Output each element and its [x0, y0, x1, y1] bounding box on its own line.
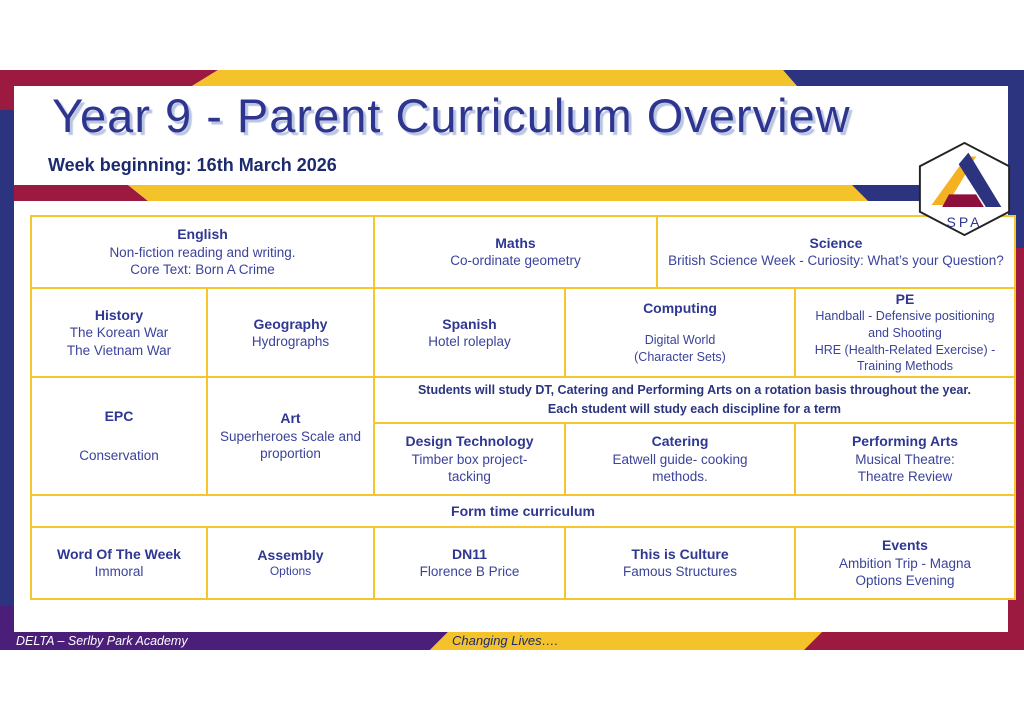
- cell-performing-arts: [796, 424, 1014, 494]
- subject-detail: Eatwell guide- cooking: [612, 451, 748, 467]
- curriculum-table: [30, 215, 1016, 600]
- subject-title: Catering: [651, 433, 709, 450]
- subject-detail: Famous Structures: [622, 564, 738, 580]
- cell-pe: [796, 289, 1014, 376]
- subject-detail: tacking: [448, 469, 491, 485]
- subject-title: Science: [809, 235, 863, 252]
- table-row-arts-rotation: [32, 378, 1014, 496]
- cell-events: [796, 528, 1014, 598]
- subject-detail: British Science Week - Curiosity: What’s your Question?: [668, 253, 1004, 269]
- subject-title: History: [94, 306, 144, 323]
- table-row-form-time: [32, 496, 1014, 528]
- table-row-core-subjects: [32, 217, 1014, 289]
- subject-detail: The Korean War: [69, 325, 169, 341]
- subject-detail: Florence B Price: [419, 564, 520, 580]
- subject-detail: Musical Theatre:: [855, 451, 955, 467]
- subject-detail: Hotel roleplay: [428, 333, 511, 349]
- subject-title: Assembly: [257, 547, 324, 564]
- subject-detail: Ambition Trip - Magna: [838, 555, 972, 571]
- subject-detail: Conservation: [79, 448, 159, 464]
- subject-title: Events: [882, 537, 928, 554]
- subject-title: English: [177, 226, 228, 243]
- subject-detail: Hydrographs: [251, 333, 330, 349]
- subject-detail: Theatre Review: [857, 469, 953, 485]
- subject-detail: Options: [269, 564, 312, 579]
- subject-title: EPC: [104, 408, 134, 425]
- cell-english: [32, 217, 375, 287]
- rotation-subjects-row: [375, 424, 1014, 494]
- subject-title: Maths: [495, 235, 536, 252]
- rotation-notice-line: Each student will study each discipline for a term: [547, 402, 842, 416]
- subject-title: Computing: [643, 300, 717, 317]
- subject-title: DN11: [451, 546, 488, 563]
- cell-design-technology: [375, 424, 566, 494]
- table-row-form-activities: [32, 528, 1014, 598]
- cell-epc: [32, 378, 208, 494]
- subject-title: Geography: [253, 315, 328, 332]
- footer-motto: Changing Lives….: [452, 633, 559, 648]
- cell-history: [32, 289, 208, 376]
- cell-catering: [566, 424, 796, 494]
- subject-detail: Core Text: Born A Crime: [130, 262, 275, 278]
- cell-computing: [566, 289, 796, 376]
- subject-title: This is Culture: [631, 546, 729, 563]
- subject-detail: Timber box project-: [411, 451, 528, 467]
- table-row-humanities-languages: [32, 289, 1014, 378]
- cell-art: [208, 378, 375, 494]
- subject-detail: Non-fiction reading and writing.: [109, 244, 296, 260]
- subject-detail: HRE (Health-Related Exercise) - Training Methods: [814, 342, 996, 374]
- subject-title: Spanish: [442, 315, 497, 332]
- spa-logo-label: SPA: [946, 214, 983, 230]
- subject-detail: methods.: [652, 469, 708, 485]
- subject-detail: Immoral: [94, 564, 144, 580]
- cell-maths: [375, 217, 658, 287]
- subject-title: Performing Arts: [851, 433, 959, 450]
- subject-detail: Digital World: [644, 333, 716, 348]
- page-title: Year 9 - Parent Curriculum Overview: [52, 89, 851, 142]
- spa-logo: [916, 141, 1013, 237]
- cell-word-of-the-week: [32, 528, 208, 598]
- cell-geography: [208, 289, 375, 376]
- subject-detail: Superheroes Scale and proportion: [219, 428, 362, 462]
- subject-title: Word Of The Week: [57, 546, 181, 563]
- subject-detail: The Vietnam War: [66, 342, 172, 358]
- subject-detail: Options Evening: [855, 573, 955, 589]
- subject-detail: (Character Sets): [634, 350, 726, 365]
- subject-title: Art: [280, 410, 301, 427]
- subject-detail: Handball - Defensive positioning and Shooting: [815, 308, 995, 340]
- subject-title: Design Technology: [405, 433, 534, 450]
- cell-spanish: [375, 289, 566, 376]
- subject-title: PE: [895, 290, 915, 307]
- cell-dn11: [375, 528, 566, 598]
- week-beginning-subtitle: Week beginning: 16th March 2026: [48, 155, 337, 175]
- footer-academy-name: DELTA – Serlby Park Academy: [16, 634, 188, 648]
- rotation-notice: [375, 378, 1014, 424]
- form-time-curriculum-label: Form time curriculum: [451, 503, 595, 519]
- subject-detail: Co-ordinate geometry: [450, 253, 581, 269]
- cell-assembly: [208, 528, 375, 598]
- rotation-notice-line: Students will study DT, Catering and Performing Arts on a rotation basis throughout the year.: [417, 383, 972, 398]
- rotation-block: [375, 378, 1014, 494]
- cell-this-is-culture: [566, 528, 796, 598]
